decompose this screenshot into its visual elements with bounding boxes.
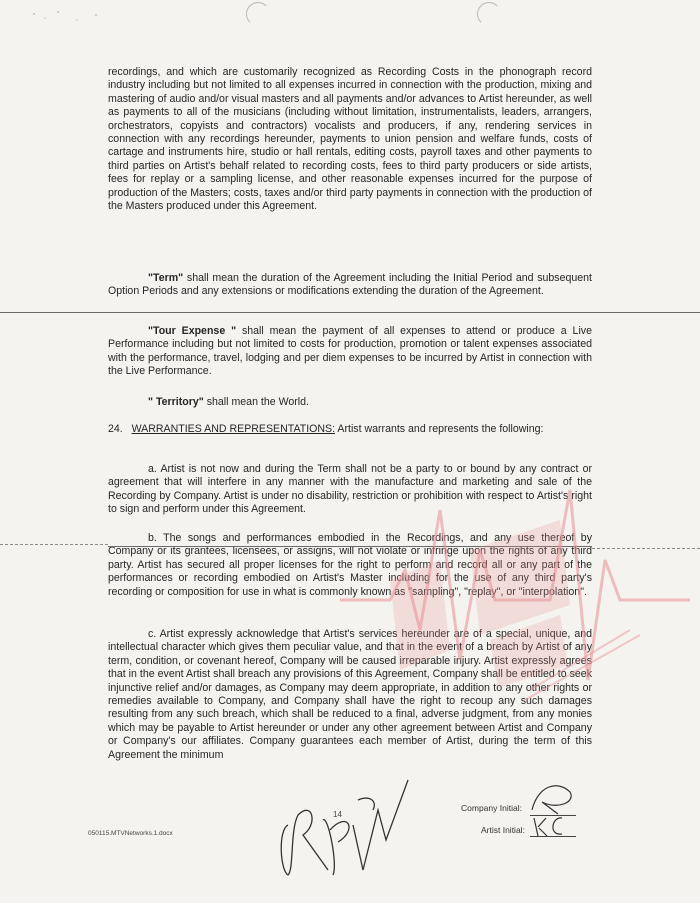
footer-filename: 050115.MTVNetworks.1.docx	[88, 830, 173, 837]
scan-rule-line	[592, 548, 700, 549]
scan-mark	[477, 2, 501, 26]
artist-initial-mark	[530, 810, 576, 840]
section-intro: Artist warrants and represents the following:	[335, 423, 544, 435]
page-number: 14	[333, 810, 342, 819]
tour-expense-body: shall mean the payment of all expenses to attend or produce a Live Performance including but not limited to costs for production, promotion or talent expenses associated with the performance, travel, lodging and per diem expenses to be incurred by Artist in connection with the Live Performance.	[108, 325, 592, 378]
signature-image	[268, 770, 418, 880]
scan-specks	[30, 6, 110, 26]
tour-expense-label: "Tour Expense "	[148, 325, 237, 337]
scan-mark	[246, 2, 270, 26]
clause-b: b. The songs and performances embodied in the Recordings, and any use thereof by Company or its grantees, licensees, or assigns, will not violate or infringe upon the rights of any third party. Artist has secured all proper licenses for the right to perform and record all or any part of the performances or recording embodied on Artist's Master including for the use of any third party's recording or composition for use in what is commonly known as "sampling", "replay", or "interpolation".	[108, 532, 592, 598]
territory-body: shall mean the World.	[203, 396, 309, 408]
clause-c: c. Artist expressly acknowledge that Artist's services hereunder are of a special, unique, and intellectual character which gives them peculiar value, and that in the event of a breach by Artist of any term, condition, or covenant hereof, Company will be caused irreparable injury. Artist expressly agrees that in the event Artist shall breach any provisions of this Agreement, Company shall be entitled to seek injunctive relief and/or damages, as Company may deem appropriate, in addition to any other rights or remedies available to Company, and Company shall have the right to recoup any such damages resulting from any such breach, which shall be reduced to a final, adverse judgment, from any monies which may be payable to Artist hereunder or under any other agreement between Artist and Company or Company's our affiliates. Company guarantees each member of Artist, during the term of this Agreement the minimum	[108, 628, 592, 761]
scan-rule-line	[108, 546, 592, 547]
term-body: shall mean the duration of the Agreement including the Initial Period and subsequent Option Periods and any extensions or modifications extending the duration of the Agreement.	[108, 272, 592, 298]
recording-costs-paragraph: recordings, and which are customarily recognized as Recording Costs in the phonograph record industry including but not limited to all expenses incurred in connection with the production, mixing and mastering of audio and/or visual masters and all payments and/or advances to Artist hereunder, as well as payments to all of the musicians (including without limitation, instrumentalists, leaders, arrangers, orchestrators, copyists and contractors) vocalists and producers, if any, rendering services in connection with any recordings hereunder, payments to union pension and welfare funds, costs of cartage and instruments hire, studio or hall rentals, editing costs, payroll taxes and other payments to third parties on Artist's behalf related to recording costs, fees to third party producers or side artists, fees for replay or a sampling license, and other reasonable expenses incurred for the purpose of production of the Masters; costs, taxes and/or third party payments in connection with the production of the Masters produced under this Agreement.	[108, 66, 592, 213]
territory-definition	[108, 396, 592, 409]
section-title: WARRANTIES AND REPRESENTATIONS:	[131, 423, 336, 435]
section-number: 24.	[108, 423, 123, 435]
clause-a: a. Artist is not now and during the Term shall not be a party to or bound by any contract or agreement that will interfere in any manner with the manufacture and marketing and sale of the Recording by Company. Artist is under no disability, restriction or prohibition with respect to Artist's right to sign and perform under this Agreement.	[108, 463, 592, 516]
section-24-heading	[108, 423, 592, 436]
tour-expense-definition	[108, 325, 592, 379]
territory-label: " Territory"	[148, 396, 204, 408]
term-definition	[108, 272, 592, 299]
artist-initial-label: Artist Initial:	[481, 825, 525, 835]
term-label: "Term"	[148, 272, 184, 284]
scan-rule-line	[0, 312, 700, 313]
scan-rule-line	[0, 544, 108, 545]
company-initial-label: Company Initial:	[461, 803, 522, 813]
